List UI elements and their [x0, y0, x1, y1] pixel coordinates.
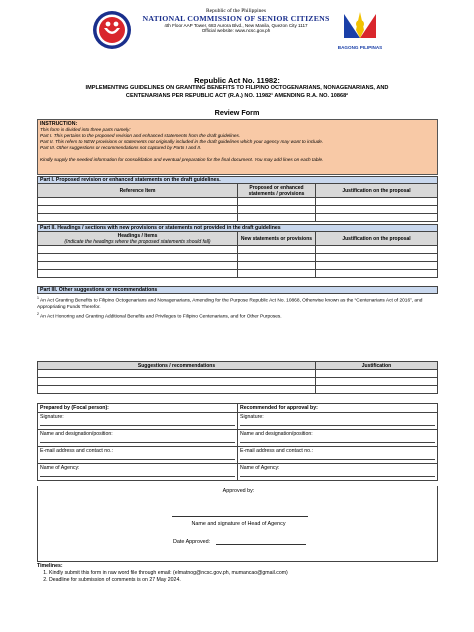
part3-heading: Part III. Other suggestions or recommendations: [38, 287, 438, 294]
agency-label: Name of Agency:: [240, 465, 280, 471]
prepared-name-field[interactable]: [38, 430, 238, 447]
head-signature-line[interactable]: [172, 516, 308, 517]
table-row[interactable]: [38, 370, 438, 378]
name-label: Name and designation/position:: [240, 431, 313, 437]
part2-table: [37, 224, 438, 278]
agency-website: Official website: www.ncsc.gov.ph: [201, 28, 271, 33]
signature-label: Signature:: [240, 414, 264, 420]
approval-box: [37, 486, 438, 562]
recommended-email-field[interactable]: [238, 447, 438, 464]
part2-col-new: New statements or provisions: [238, 232, 316, 246]
footnote-1-text: An Act Granting Benefits to Filipino Octogenarians and Nonagenarians, Amending for the Purpose Republic Act No. 10868, Otherwise known as the “Centenarians Act of 2016”, and Appropriating Funds Therefor.: [37, 298, 423, 310]
act-title: Republic Act No. 11982:: [194, 76, 280, 85]
approved-by-label: Approved by:: [222, 488, 255, 494]
date-approved-label: Date Approved:: [173, 539, 211, 545]
recommended-agency-field[interactable]: [238, 464, 438, 481]
email-label: E-mail address and contact no.:: [40, 448, 113, 454]
footnote-2-text: An Act Honoring and Granting Additional Benefits and Privileges to Filipino Centenarians, and for Other Purposes.: [40, 314, 282, 320]
prepared-signature-field[interactable]: [38, 413, 238, 430]
instruction-heading: INSTRUCTION:: [40, 121, 78, 127]
timelines: [37, 563, 438, 584]
instruction-line: Kindly supply the needed information for consolidation and eventual preparation for the final document. You may add lines on each table.: [40, 157, 324, 162]
agency-label: Name of Agency:: [40, 465, 80, 471]
timelines-heading: Timelines:: [37, 563, 63, 569]
part3-table: [37, 361, 438, 394]
recommended-by-label: Recommended for approval by:: [238, 404, 438, 413]
head-signature-label: Name and signature of Head of Agency: [191, 521, 286, 527]
list-item: 2. Deadline for submission of comments is on 27 May 2024.: [49, 577, 438, 584]
part2-col-justification: Justification on the proposal: [316, 232, 438, 246]
name-label: Name and designation/position:: [40, 431, 113, 437]
part1-heading: Part I. Proposed revision or enhanced statements on the draft guidelines.: [38, 177, 438, 184]
table-row[interactable]: [38, 262, 438, 270]
act-subtitle: [24, 85, 450, 100]
list-item: 1. Kindly submit this form in raw word file through email: (elmatnog@ncsc.gov.ph, mumancao@gmail.com): [49, 570, 438, 577]
email-label: E-mail address and contact no.:: [240, 448, 313, 454]
table-row[interactable]: [38, 198, 438, 206]
signature-label: Signature:: [40, 414, 64, 420]
instruction-line: This form is divided into three parts namely:: [40, 127, 131, 132]
table-row[interactable]: [38, 246, 438, 254]
table-row[interactable]: [38, 214, 438, 222]
footnotes: [37, 295, 438, 320]
bagong-pilipinas-logo-icon: [338, 8, 382, 56]
part2-col-headings: [38, 232, 238, 246]
part1-col-justification: Justification on the proposal: [316, 184, 438, 198]
part1-table: [37, 176, 438, 222]
part1-col-reference: Reference Item: [38, 184, 238, 198]
part1-col-proposed: Proposed or enhanced statements / provisions: [238, 184, 316, 198]
right-logo-text: BAGONG PILIPINAS: [338, 45, 382, 50]
part3-col-justification: Justification: [316, 362, 438, 370]
table-row[interactable]: [38, 386, 438, 394]
recommended-name-field[interactable]: [238, 430, 438, 447]
part2-col-headings-note: (Indicate the headings where the proposed statements should fall): [64, 238, 211, 245]
form-title: Review Form: [214, 108, 260, 117]
signatories-table: [37, 403, 438, 481]
agency-address: 4th Floor AAP Tower, 683 Aurora Blvd., New Manila, Quezon City 1117: [164, 23, 308, 28]
part3-band: [37, 286, 438, 294]
act-subtitle-line1: IMPLEMENTING GUIDELINES ON GRANTING BENEFITS TO FILIPINO OCTOGENARIANS, NONAGENARIANS, AND: [85, 85, 389, 91]
instruction-line: Part III. Other suggestions or recommendations not captured by Parts I and II.: [40, 145, 202, 150]
prepared-by-label: Prepared by (Focal person):: [38, 404, 238, 413]
act-subtitle-line2: CENTENARIANS PER REPUBLIC ACT (R.A.) NO. 11982¹ AMENDING R.A. NO. 10868²: [125, 92, 349, 99]
footnote-1: $^1$ An Act Granting Benefits to Filipino Octogenarians and Nonagenarians, Amending for the Purpose Republic Act No. 10868, Otherwise known as the “Centenarians Act of 2016”, and Appropriating Funds Therefor.: [37, 296, 423, 310]
letterhead: [0, 8, 474, 58]
recommended-signature-field[interactable]: [238, 413, 438, 430]
timelines-list: [49, 570, 438, 584]
table-row[interactable]: [38, 270, 438, 278]
instruction-box: [37, 119, 438, 175]
instruction-line: Part II. This refers to NEW provisions or statements not originally included in the draft guidelines which your agency may want to include.: [40, 139, 324, 144]
table-row[interactable]: [38, 254, 438, 262]
part2-heading: Part II. Headings / sections with new provisions or statements not provided in the draft guidelines: [38, 225, 438, 232]
part3-col-suggestions: Suggestions / recommendations: [38, 362, 316, 370]
part2-col-headings-label: Headings / Items: [117, 232, 158, 239]
prepared-agency-field[interactable]: [38, 464, 238, 481]
prepared-email-field[interactable]: [38, 447, 238, 464]
table-row[interactable]: [38, 378, 438, 386]
footnote-2: $^2$ An Act Honoring and Granting Additional Benefits and Privileges to Filipino Centenarians, and for Other Purposes.: [37, 311, 282, 320]
date-approved-line[interactable]: [216, 544, 306, 545]
republic-label: Republic of the Philippines: [205, 8, 267, 14]
instruction-line: Part I. This pertains to the proposed revision and enhanced statements from the draft guidelines.: [40, 133, 241, 138]
agency-name: NATIONAL COMMISSION OF SENIOR CITIZENS: [142, 14, 330, 23]
ncsc-logo-icon: [92, 10, 132, 50]
table-row[interactable]: [38, 206, 438, 214]
